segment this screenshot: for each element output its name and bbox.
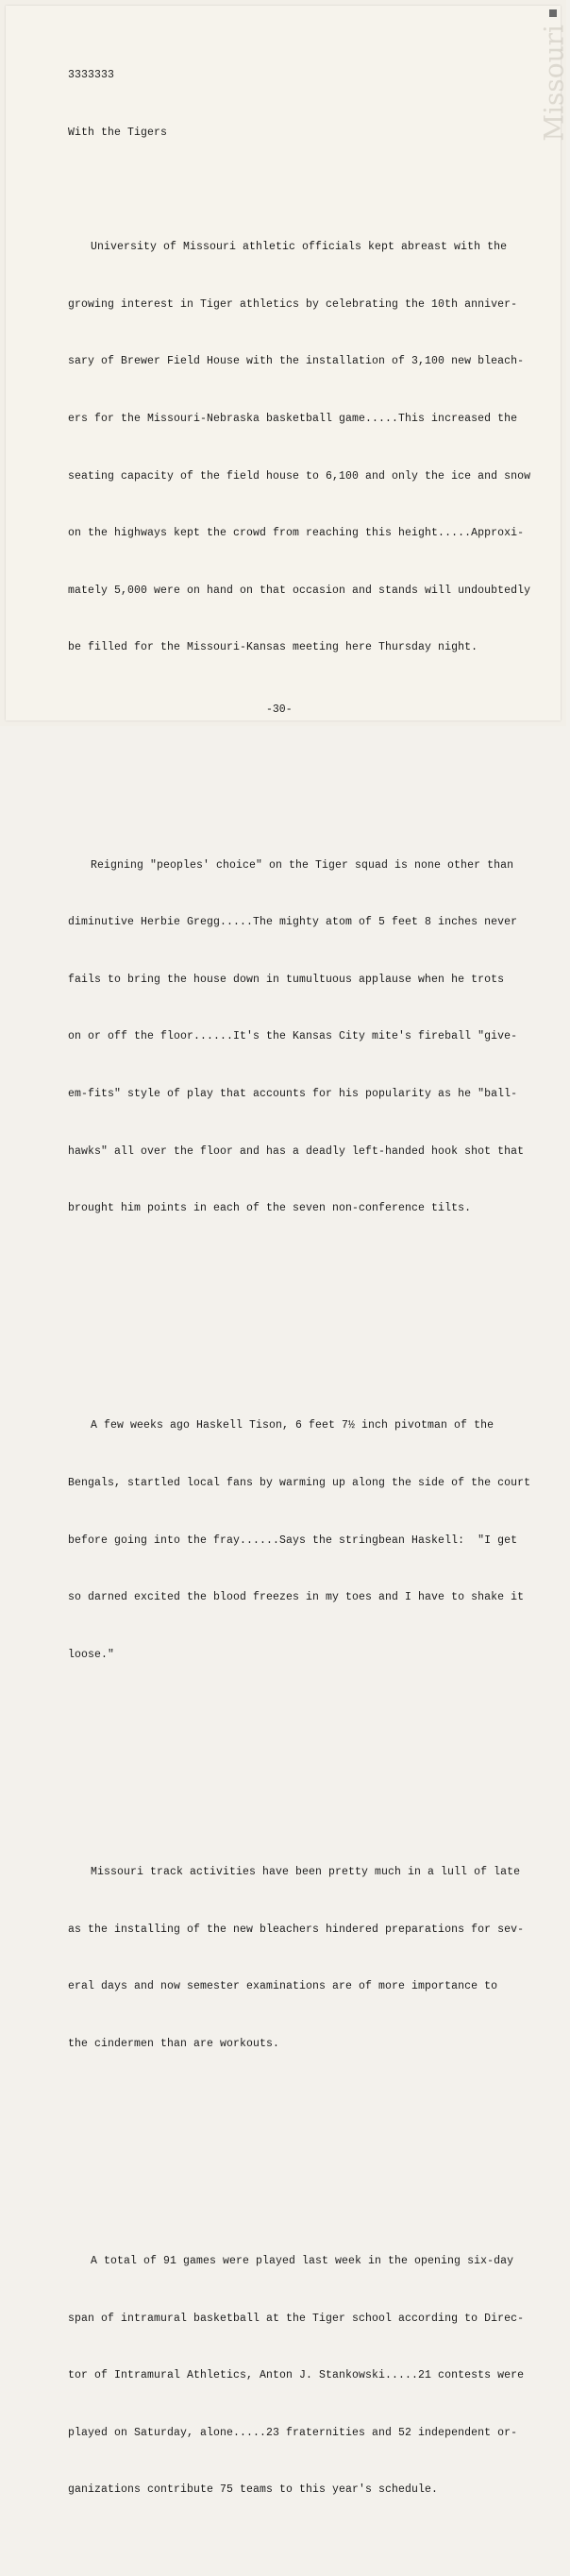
paragraph-line: em-fits" style of play that accounts for his popularity as he "ball- <box>68 1087 518 1100</box>
paragraph-line: mately 5,000 were on hand on that occasion and stands will undoubtedly <box>68 584 531 597</box>
corner-marker <box>549 9 557 17</box>
paragraph-line: on the highways kept the crowd from reaching this height.....Approxi- <box>68 527 525 540</box>
paragraph-line: before going into the fray......Says the stringbean Haskell: "I get <box>68 1534 518 1547</box>
paragraph-line: ganizations contribute 75 teams to this year's schedule. <box>68 2483 439 2497</box>
paragraph-line: A few weeks ago Haskell Tison, 6 feet 7½ inch pivotman of the <box>91 1419 495 1432</box>
document-heading: With the Tigers <box>68 127 168 139</box>
paragraph-line: Reigning "peoples' choice" on the Tiger squad is none other than <box>91 858 514 872</box>
paragraph-line: as the installing of the new bleachers hindered preparations for sev- <box>68 1923 525 1936</box>
paragraph-line: fails to bring the house down in tumultuous applause when he trots <box>68 973 505 986</box>
paragraph-line: Missouri track activities have been pretty much in a lull of late <box>91 1865 521 1878</box>
paragraph-line: seating capacity of the field house to 6,100 and only the ice and snow <box>68 469 531 483</box>
paragraph-line: diminutive Herbie Gregg.....The mighty atom of 5 feet 8 inches never <box>68 916 518 929</box>
paragraph-line: ers for the Missouri-Nebraska basketball game.....This increased the <box>68 412 518 425</box>
paragraph-line: A total of 91 games were played last week in the opening six-day <box>91 2254 514 2267</box>
paragraph-line: be filled for the Missouri-Kansas meeting here Thursday night. <box>68 641 478 654</box>
paragraph-5 <box>68 2214 525 2538</box>
document-code: 3333333 <box>68 69 115 82</box>
paragraph-line: tor of Intramural Athletics, Anton J. Stankowski.....21 contests were <box>68 2369 525 2382</box>
paragraph-line: played on Saturday, alone.....23 fraternities and 52 independent or- <box>68 2426 518 2439</box>
paragraph-line: brought him points in each of the seven non-conference tilts. <box>68 1202 472 1215</box>
page-number: -30- <box>266 703 293 716</box>
paragraph-4 <box>68 1825 525 2093</box>
paragraph-line: sary of Brewer Field House with the installation of 3,100 new bleach- <box>68 355 525 368</box>
paragraph-line: the cindermen than are workouts. <box>68 2037 280 2050</box>
paragraph-line: Bengals, startled local fans by warming up along the side of the court <box>68 1476 531 1489</box>
paragraph-line: loose." <box>68 1648 115 1661</box>
paragraph-3 <box>68 1379 531 1703</box>
paragraph-line: growing interest in Tiger athletics by celebrating the 10th anniver- <box>68 297 518 311</box>
paragraph-1 <box>68 200 531 696</box>
paragraph-2 <box>68 818 525 1257</box>
typed-text-block <box>68 28 531 2576</box>
paragraph-line: eral days and now semester examinations are of more importance to <box>68 1980 498 1993</box>
paragraph-line: so darned excited the blood freezes in my toes and I have to shake it <box>68 1591 525 1604</box>
paragraph-line: hawks" all over the floor and has a deadly left-handed hook shot that <box>68 1144 525 1158</box>
faint-watermark: Missouri <box>539 25 570 142</box>
paragraph-line: span of intramural basketball at the Tiger school according to Direc- <box>68 2312 525 2325</box>
paragraph-line: on or off the floor......It's the Kansas City mite's fireball "give- <box>68 1030 518 1043</box>
paragraph-line: University of Missouri athletic officials kept abreast with the <box>91 241 508 254</box>
